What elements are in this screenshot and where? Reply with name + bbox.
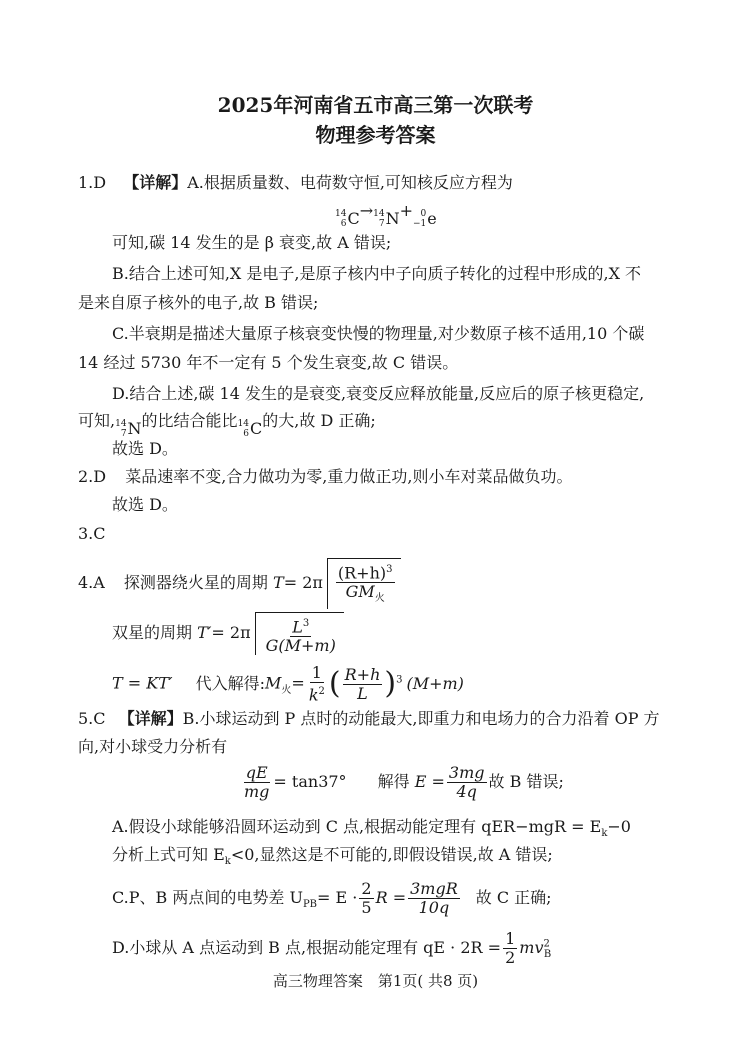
q1-line-b1: B.结合上述可知,X 是电子,是原子核内中子向质子转化的过程中形成的,X 不: [112, 264, 642, 283]
q5-line-c: C.P、B 两点间的电势差 $U_{PB}= E$ · $\frac{2}{5}$ R = $\frac{\text{3mgR}}{10q}$ 故 C 正确;: [112, 879, 552, 917]
q2-label: 2.D: [78, 467, 107, 486]
q5-equation: $\frac{qE}{mg}$ = tan37° 解得 E = $\frac{3mg}{4q}$ 故 B 错误;: [244, 763, 564, 801]
q4-line1: 4.A 探测器绕火星的周期 T= 2π $\frac{(R+h)^3}{GM_火}$: [78, 558, 401, 609]
q3-label: 3.C: [78, 524, 106, 543]
q1-label: 1.D: [78, 173, 107, 192]
q1-line-c2: 14 经过 5730 年不一定有 5 个发生衰变,故 C 错误。: [78, 353, 459, 372]
q1-heading: [78, 172, 513, 194]
q4-line3: T = KT′ 代入解得$:M_火=$ $\frac{1}{k^2}$ ( $\frac{R+h}{L}$ )$^3$ (M+m): [112, 663, 464, 705]
q5-line-b2: 向,对小球受力分析有: [78, 737, 228, 756]
page-subtitle: 物理参考答案: [315, 123, 436, 147]
q1-line-b2: 是来自原子核外的电子,故 B 错误;: [78, 293, 319, 312]
q1-tag: 【详解】: [123, 173, 188, 192]
q1-line-d2: 可知, 14 7 N 的比结合能比 14 6 C 的大,故 D 正确;: [78, 411, 376, 439]
q1-line-d1: D.结合上述,碳 14 发生的是衰变,衰变反应释放能量,反应后的原子核更稳定,: [112, 384, 645, 403]
q2-conclusion: 故选 D。: [112, 495, 178, 514]
q2-text: 菜品速率不变,合力做功为零,重力做正功,则小车对菜品做负功。: [125, 467, 573, 486]
q2-line: [78, 466, 572, 488]
q5-line-d: D.小球从 A 点运动到 B 点,根据动能定理有 qE · 2R = $\frac{1}{2}$ $mv^2_B$: [112, 929, 552, 967]
page-title: 2025年河南省五市高三第一次联考: [217, 93, 534, 117]
q1-equation: 14 6 C → 14 7 N + 0 −1 e: [335, 201, 437, 229]
q5-line-a2: 分析上式可知 $E_k<0$,显然这是不可能的,即假设错误,故 A 错误;: [112, 845, 553, 868]
page-footer: 高三物理答案 第1页( 共8 页): [272, 972, 479, 990]
q1-conclusion: 故选 D。: [112, 439, 178, 458]
q5-line-b1: 5.C 【详解】B.小球运动到 P 点时的动能最大,即重力和电场力的合力沿着 OP 方: [78, 709, 660, 728]
q5-line-a1: A.假设小球能够沿圆环运动到 C 点,根据动能定理有 $qER-mgR = E_k-0$: [112, 817, 631, 840]
q4-line2: 双星的周期 T′= 2π $\frac{L^3}{G(M+m)}$: [112, 612, 344, 655]
q1-line-c1: C.半衰期是描述大量原子核衰变快慢的物理量,对少数原子核不适用,10 个碳: [112, 324, 645, 343]
q1-intro: A.根据质量数、电荷数守恒,可知核反应方程为: [187, 173, 513, 192]
q1-line-a2: 可知,碳 14 发生的是 β 衰变,故 A 错误;: [112, 233, 392, 252]
